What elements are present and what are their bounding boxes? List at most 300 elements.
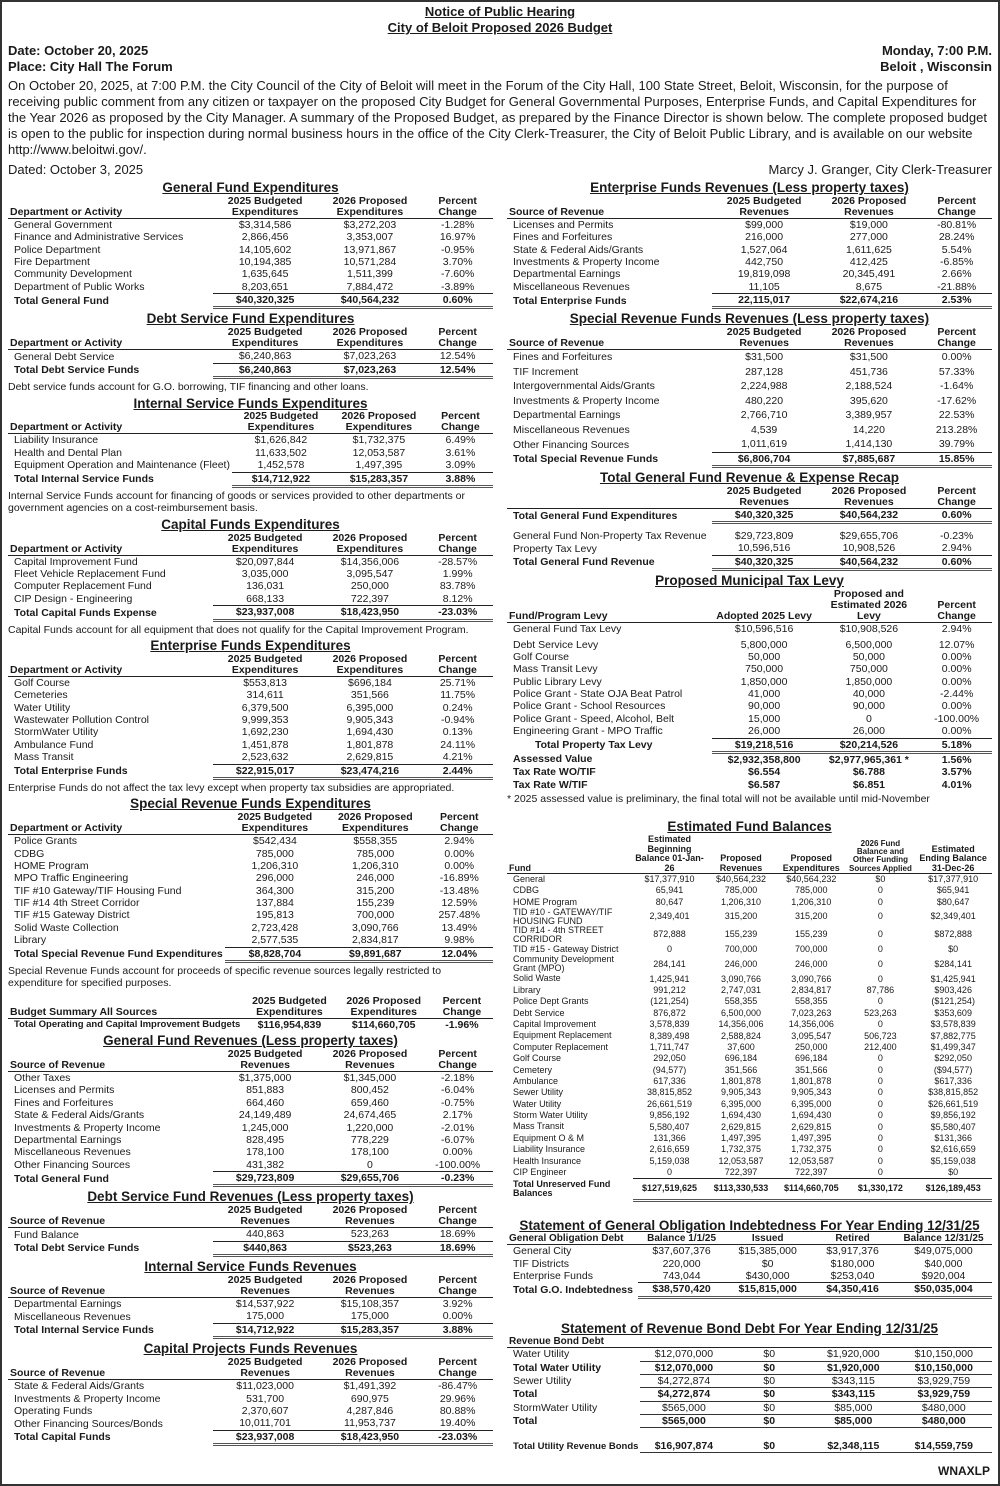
cell-value: 0 (877, 1098, 883, 1109)
cell-value: 0 (877, 1144, 883, 1155)
table-row (8, 1380, 493, 1393)
column-header: Budget Summary All Sources (10, 1005, 158, 1018)
cell-value: $480,000 (896, 1401, 992, 1414)
cell-value: $3,578,839 (930, 1019, 976, 1030)
total-value: $6,240,863 (213, 363, 318, 377)
column-header: Percent Change (438, 531, 477, 555)
cell-value: 1,497,395 (720, 1133, 762, 1144)
table-row (8, 751, 493, 764)
total-value: $127,519,625 (633, 1178, 706, 1200)
cell-value: $85,000 (811, 1401, 895, 1414)
cell-value: 16.97% (439, 231, 476, 244)
cell-value: 80.88% (439, 1404, 476, 1417)
cell-value: 246,000 (795, 958, 828, 969)
cell-value: 2,723,428 (251, 921, 299, 934)
notice-title: Notice of Public Hearing (424, 4, 576, 19)
cell-value: ($121,254) (931, 996, 975, 1007)
cell-value: $40,564,232 (817, 509, 922, 523)
table-row (507, 973, 992, 984)
subtotal-row (507, 1415, 992, 1428)
table-row (507, 1030, 992, 1041)
cell-value: 800,452 (350, 1084, 389, 1097)
cell-value: 9,999,353 (241, 714, 289, 727)
cell-value: $558,355 (353, 835, 398, 848)
cell-value: $0 (948, 944, 959, 955)
cell-value: 1,011,619 (741, 438, 788, 451)
column-header: 2026 Proposed Revenues (332, 1048, 408, 1072)
cell-value: 12.07% (938, 638, 975, 651)
cell-value: 6,500,000 (845, 638, 893, 651)
row-label: Tax Rate W/TIF (513, 778, 588, 791)
cell-value: 195,813 (255, 909, 294, 922)
cell-value: $872,888 (934, 929, 972, 940)
row-label: Police Grants (14, 835, 78, 848)
column-header: 2025 Budgeted Expenditures (227, 194, 303, 218)
cell-value: -17.62% (937, 394, 977, 407)
table-row (507, 1019, 992, 1030)
cell-value: 9,905,343 (346, 714, 394, 727)
tax-levy-table (507, 589, 992, 791)
cell-value: -0.95% (441, 243, 475, 256)
table-row (507, 1348, 992, 1361)
table-row (507, 408, 992, 423)
cell-value: 412,425 (849, 255, 888, 268)
cell-value: 1,497,395 (355, 459, 403, 472)
row-label: StormWater Utility (14, 726, 99, 739)
fund-name: Debt Service (513, 1007, 565, 1018)
cell-value: 2,747,031 (720, 984, 762, 995)
column-header: Department or Activity (10, 822, 123, 835)
cell-value: 10,194,385 (238, 255, 292, 268)
table-row (507, 1167, 992, 1178)
cell-value: $49,075,000 (914, 1245, 973, 1258)
row-label: TIF Increment (513, 365, 579, 378)
row-label: Cemeteries (14, 689, 68, 702)
total-row (8, 294, 493, 308)
fund-name: Equipment Replacement (513, 1030, 612, 1041)
cell-value: 785,000 (356, 847, 395, 860)
cell-value: 0.00% (941, 650, 972, 663)
row-label: General Fund Tax Levy (513, 623, 622, 636)
column-header: Source of Revenue (10, 1285, 106, 1298)
total-value: $6,806,704 (712, 452, 817, 467)
cell-value: 18.69% (439, 1228, 476, 1241)
row-label: TIF Districts (513, 1257, 569, 1270)
cell-value: 315,200 (724, 911, 758, 922)
header-row (8, 654, 493, 677)
cell-value: 12.54% (439, 350, 476, 363)
subtotal-row (507, 1388, 992, 1401)
cell-value: 1,850,000 (845, 675, 893, 688)
cell-value: $180,000 (830, 1257, 875, 1270)
cell-value: 1,850,000 (740, 675, 788, 688)
cell-value: $0 (948, 1166, 959, 1177)
cell-value: 1,452,578 (257, 459, 305, 472)
table-row (507, 1098, 992, 1109)
cell-value: 0 (877, 1133, 883, 1144)
cell-value: $696,184 (348, 676, 392, 689)
table-row (8, 909, 493, 921)
cell-value: 2,834,817 (351, 934, 399, 947)
table-row (507, 996, 992, 1007)
header-row (8, 327, 493, 350)
cell-value: 155,239 (724, 929, 758, 940)
cell-value: $0 (727, 1415, 811, 1428)
cell-value: 785,000 (724, 885, 758, 896)
fund-name: Golf Course (513, 1053, 562, 1064)
fund-name: General (513, 874, 546, 885)
row-label: Health and Dental Plan (14, 446, 122, 459)
cell-value: -6.04% (441, 1084, 475, 1097)
table-row (507, 1042, 992, 1053)
fund-name: Library (513, 984, 541, 995)
cell-value: 451,736 (849, 365, 888, 378)
cell-value: 246,000 (724, 958, 758, 969)
cell-value: 131,366 (653, 1133, 686, 1144)
total-value: $1,330,172 (846, 1178, 914, 1200)
cell-value: 2.17% (442, 1109, 473, 1122)
row-label: MPO Traffic Engineering (14, 872, 129, 885)
cell-value: 2,629,815 (720, 1121, 762, 1132)
capital-funds-expenditures-title: Capital Funds Expenditures (161, 516, 340, 532)
table-row (507, 1087, 992, 1098)
table-row (8, 835, 493, 848)
column-header: Source of Revenue (509, 337, 605, 350)
hearing-time: Monday, 7:00 P.M. (881, 42, 992, 58)
total-value: $14,559,759 (896, 1440, 992, 1453)
cell-value: 2.94% (941, 623, 972, 636)
total-value: $14,712,922 (232, 472, 330, 486)
fund-name: Equipment O & M (513, 1132, 585, 1143)
cell-value: 1,694,430 (720, 1110, 762, 1121)
row-label: Departmental Earnings (14, 1133, 122, 1146)
table-row (507, 268, 992, 280)
row-label: StormWater Utility (513, 1401, 598, 1414)
cell-value: -6.07% (441, 1133, 475, 1146)
cell-value: -1.28% (441, 218, 475, 231)
cell-value: $7,882,775 (930, 1030, 976, 1041)
cell-value: $1,920,000 (811, 1361, 895, 1374)
column-header: Balance 1/1/25 (647, 1232, 717, 1244)
cell-value: $114,660,705 (351, 1018, 416, 1031)
total-value: $38,570,420 (638, 1283, 725, 1297)
cell-value: 57.33% (938, 365, 975, 378)
row-label: State & Federal Aids/Grants (14, 1380, 145, 1393)
column-header: 2026 Proposed Expenditures (332, 531, 408, 555)
row-label: CIP Design - Engineering (14, 593, 133, 606)
column-header: Fund (509, 862, 531, 873)
tax-levy-title: Proposed Municipal Tax Levy (655, 573, 844, 589)
total-value: $23,937,008 (213, 1430, 318, 1444)
row-label: Water Utility (14, 701, 71, 714)
table-row (507, 365, 992, 380)
column-header: Source of Revenue (509, 205, 605, 218)
row-label: Total General Fund Expenditures (513, 509, 678, 522)
cell-value: 12,053,587 (788, 1155, 834, 1166)
cell-value: 1,801,878 (791, 1076, 832, 1087)
cell-value: $565,000 (640, 1401, 727, 1414)
cell-value: -80.81% (937, 218, 977, 231)
total-value: -23.03% (422, 606, 493, 620)
table-row (507, 1258, 992, 1271)
fund-name: Liability Insurance (513, 1144, 586, 1155)
cell-value: 531,700 (246, 1392, 285, 1405)
cell-value: $6.554 (748, 766, 781, 779)
cell-value: 1,206,310 (791, 896, 832, 907)
cell-value: 0.00% (442, 1146, 473, 1159)
cell-value: 10,571,284 (343, 255, 397, 268)
table-row (507, 394, 992, 409)
column-header: 2025 Budgeted Expenditures (227, 531, 303, 555)
row-label: State & Federal Aids/Grants (513, 243, 644, 256)
special-revenue-expenditures-title: Special Revenue Funds Expenditures (130, 796, 371, 812)
internal-service-expenditures-table (8, 411, 493, 488)
cell-value: 1,511,399 (346, 268, 393, 281)
cell-value: -2.18% (441, 1072, 475, 1085)
row-label: TIF #10 Gateway/TIF Housing Fund (14, 884, 182, 897)
column-header: 2025 Budgeted Expenditures (227, 326, 303, 350)
column-header: Proposed Expenditures (782, 853, 840, 873)
cell-value: $12,070,000 (640, 1348, 727, 1361)
table-row (8, 860, 493, 872)
table-row (507, 244, 992, 256)
cell-value: 10,011,701 (239, 1417, 291, 1430)
cell-value: 3.92% (442, 1298, 473, 1311)
cell-value: 6,395,000 (720, 1098, 762, 1109)
cell-value: 0.00% (941, 725, 972, 738)
cell-value: 743,044 (662, 1270, 701, 1283)
cell-value: 8,675 (855, 280, 883, 293)
cell-value: $1,345,000 (343, 1072, 397, 1085)
cell-value: 1,497,395 (791, 1133, 832, 1144)
total-row (507, 1283, 992, 1297)
row-label: Mass Transit Levy (513, 663, 598, 676)
cell-value: $542,434 (252, 835, 297, 848)
cell-value: 0 (877, 973, 883, 984)
special-revenue-expenditures-note: Special Revenue Funds account for proceeds of specific revenue sources legally restricted to expenditure for specified purposes. (8, 964, 442, 990)
column-header: 2025 Budgeted Revenues (726, 326, 802, 350)
header-row (8, 1205, 493, 1228)
row-label: Miscellaneous Revenues (513, 280, 630, 293)
table-row (507, 1155, 992, 1166)
cell-value: 136,031 (246, 580, 285, 593)
special-revenue-revenues-table (507, 327, 992, 468)
row-label: Investments & Property Income (14, 1121, 161, 1134)
table-row (8, 447, 493, 459)
row-label: Capital Improvement Fund (14, 555, 138, 568)
cell-value: 1,414,130 (845, 438, 893, 451)
cell-value: 0 (877, 1064, 883, 1075)
column-header: 2026 Fund Balance and Other Funding Sources Applied (849, 838, 912, 873)
go-debt-title: Statement of General Obligation Indebtedness For Year Ending 12/31/25 (519, 1217, 980, 1233)
cell-value: 13.49% (441, 921, 478, 934)
cell-value: -16.89% (439, 872, 479, 885)
cell-value: 1,635,645 (241, 268, 289, 281)
cell-value: $343,115 (811, 1374, 895, 1387)
row-label: Total Operating and Capital Improvement Budgets (14, 1019, 241, 1031)
cell-value: $15,385,000 (738, 1245, 797, 1258)
column-header: 2025 Budgeted Revenues (227, 1204, 303, 1228)
revenue-bond-section (507, 1321, 992, 1454)
column-header: Estimated Beginning Balance 01-Jan-26 (635, 834, 704, 873)
cell-value: 12.59% (441, 897, 478, 910)
cell-value: 351,566 (795, 1064, 828, 1075)
cell-value: 722,397 (350, 592, 389, 605)
column-header: 2025 Budgeted Expenditures (227, 652, 303, 676)
cell-value: 2,588,824 (720, 1030, 762, 1041)
total-value: -0.23% (422, 1172, 493, 1186)
cell-value: 40,000 (852, 688, 885, 701)
cell-value: -13.48% (439, 884, 479, 897)
cell-value: $2,616,659 (930, 1144, 976, 1155)
go-debt-table (507, 1234, 992, 1299)
table-row (507, 885, 992, 896)
header-row (8, 996, 493, 1019)
cell-value: $37,607,376 (652, 1245, 711, 1258)
cell-value: 7,023,263 (791, 1007, 832, 1018)
cell-value: $17,377,910 (644, 874, 695, 885)
cell-value: $6.851 (852, 778, 885, 791)
row-label: Intergovernmental Aids/Grants (513, 380, 655, 393)
row-label: Equipment Operation and Maintenance (Fleet) (14, 459, 230, 472)
header-row (507, 486, 992, 509)
cell-value: 38,815,852 (646, 1087, 692, 1098)
total-value: 3.88% (428, 472, 493, 486)
table-row (507, 926, 992, 944)
cell-value: $2,349,401 (930, 911, 976, 922)
cell-value: 722,397 (724, 1166, 758, 1177)
fund-name: Ambulance (513, 1075, 559, 1086)
cell-value: 523,263 (864, 1007, 897, 1018)
cell-value: 87,786 (866, 984, 895, 995)
column-header: Percent Change (438, 1048, 477, 1072)
row-label: Assessed Value (513, 753, 593, 766)
cell-value: 3,090,766 (351, 921, 399, 934)
cell-value: 364,300 (255, 884, 294, 897)
column-header: Proposed and Estimated 2026 Levy (830, 588, 908, 623)
total-row (8, 1323, 493, 1337)
table-row (8, 848, 493, 860)
column-header: Percent Change (438, 1274, 477, 1298)
row-label: Golf Course (513, 650, 570, 663)
cell-value: $10,150,000 (896, 1348, 992, 1361)
table-row (507, 874, 992, 885)
cell-value: 216,000 (745, 231, 784, 244)
cell-value: $617,336 (934, 1076, 972, 1087)
total-value: $440,863 (213, 1241, 318, 1255)
total-value: $16,907,874 (640, 1440, 727, 1453)
table-row (507, 281, 992, 294)
cell-value: 8.12% (442, 592, 473, 605)
header-row (8, 533, 493, 556)
cell-value: 3.61% (445, 446, 476, 459)
table-row (8, 897, 493, 909)
column-header: Percent Change (937, 599, 976, 623)
table-row (8, 555, 493, 568)
cell-value: $40,564,232 (715, 874, 767, 885)
cell-value: 155,239 (356, 897, 395, 910)
budget-summary-table (8, 996, 493, 1031)
fund-name: Water Utility (513, 1098, 562, 1109)
cell-value: -86.47% (438, 1380, 478, 1393)
cell-value: -21.88% (937, 280, 977, 293)
column-header: 2025 Budgeted Expenditures (243, 410, 319, 434)
row-label: Police Grant - State OJA Beat Patrol (513, 688, 683, 701)
table-row (507, 530, 992, 542)
total-value: $29,655,706 (318, 1172, 423, 1186)
table-row (8, 1417, 493, 1430)
cell-value: $920,004 (921, 1270, 966, 1283)
cell-value: 5,159,038 (649, 1155, 690, 1166)
table-row (8, 714, 493, 726)
column-header: Percent Change (438, 194, 477, 218)
fund-name: Community Development Grant (MPO) (513, 954, 615, 974)
cell-value: $2,977,965,361 * (828, 753, 909, 766)
total-value: $9,891,687 (325, 947, 425, 961)
cell-value: $0 (875, 874, 886, 885)
cell-value: $3,929,759 (896, 1388, 992, 1401)
table-row (507, 713, 992, 725)
row-label: Miscellaneous Revenues (14, 1310, 131, 1323)
cell-value: 14,220 (852, 423, 885, 436)
cell-value: $20,097,844 (235, 555, 295, 568)
enterprise-funds-revenues-table (507, 196, 992, 310)
hearing-location: Beloit , Wisconsin (880, 58, 992, 74)
total-value: $29,723,809 (213, 1172, 318, 1186)
table-row (8, 872, 493, 884)
cell-value: 287,128 (745, 365, 784, 378)
cell-value: 2,629,815 (346, 751, 394, 764)
row-label: Public Library Levy (513, 675, 602, 688)
row-label: TIF #15 Gateway District (14, 909, 130, 922)
cell-value: 0 (877, 1121, 883, 1132)
row-label: Fire Department (14, 255, 90, 268)
table-row (8, 922, 493, 934)
table-row (8, 580, 493, 592)
total-row (8, 764, 493, 778)
total-value: 0.60% (422, 294, 493, 308)
total-row (8, 1172, 493, 1186)
cell-value: -100.00% (934, 712, 980, 725)
column-header: 2026 Proposed Expenditures (332, 194, 408, 218)
table-row (8, 434, 493, 447)
row-label: Other Financing Sources (513, 438, 630, 451)
cell-value: 5,800,000 (740, 638, 788, 651)
cell-value: $26,661,519 (928, 1098, 979, 1109)
cell-value: 0.00% (941, 675, 972, 688)
header-row (8, 1275, 493, 1298)
cell-value: 19.40% (439, 1417, 476, 1430)
cell-value: $17,377,910 (928, 874, 979, 885)
table-row (8, 1084, 493, 1096)
column-header: Source of Revenue (10, 1059, 106, 1072)
cell-value: $80,647 (936, 896, 970, 907)
general-fund-expenditures-title: General Fund Expenditures (162, 179, 339, 195)
fund-name: TID #10 - GATEWAY/TIF HOUSING FUND (513, 906, 613, 926)
cell-value: $19,000 (849, 218, 888, 231)
cell-value: 1,206,310 (351, 859, 399, 872)
table-row (8, 218, 493, 231)
cell-value: 851,883 (246, 1084, 285, 1097)
column-header: Balance 12/31/25 (903, 1232, 984, 1244)
general-fund-expenditures-table (8, 196, 493, 310)
table-row (8, 1097, 493, 1109)
cell-value: 3,578,839 (649, 1019, 690, 1030)
cell-value: $3,272,203 (343, 218, 397, 231)
cell-value: 4,539 (750, 423, 778, 436)
cell-value: 37,600 (727, 1041, 755, 1052)
enterprise-funds-revenues-title: Enterprise Funds Revenues (Less property taxes) (590, 179, 909, 195)
